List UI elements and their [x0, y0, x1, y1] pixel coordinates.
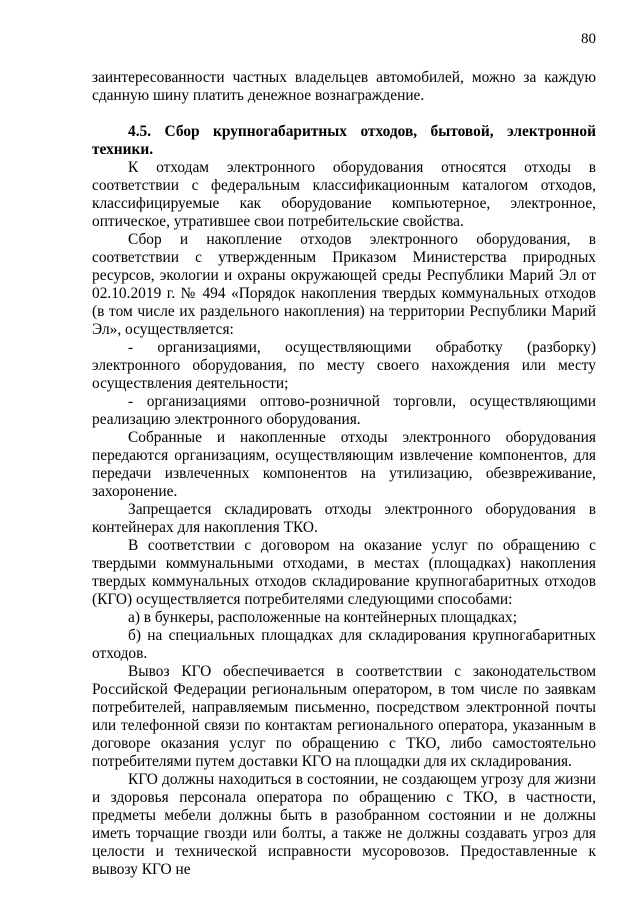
paragraph: Сбор и накопление отходов электронного оборудования, в соответствии с утвержденным Приказом Министерства природных ресурсов, экологии и охраны окружающей среды Республики Марий Эл от 02.10.2019 г. № 494 «Порядок накопления твердых коммунальных отходов (в том числе их раздельного накопления) на территории Республики Марий Эл», осуществляется:	[92, 231, 596, 338]
paragraph: К отходам электронного оборудования относятся отходы в соответствии с федеральным классификационным каталогом отходов, классифицируемые как оборудование компьютерное, электронное, оптическое, утратившее свои потребительские свойства.	[92, 159, 596, 230]
paragraph: Запрещается складировать отходы электронного оборудования в контейнерах для накопления ТКО.	[92, 501, 596, 536]
paragraph: КГО должны находиться в состоянии, не создающем угрозу для жизни и здоровья персонала оператора по обращению с ТКО, в частности, предметы мебели должны быть в разобранном состоянии и не должны иметь торчащие гвозди или болты, а также не должны создавать угроз для целости и технической исправности мусоровозов. Предоставленные к вывозу КГО не	[92, 771, 596, 878]
list-item-dash: - организациями оптово-розничной торговли, осуществляющими реализацию электронного оборудования.	[92, 393, 596, 428]
paragraph: В соответствии с договором на оказание услуг по обращению с твердыми коммунальными отходами, в местах (площадках) накопления твердых коммунальных отходов складирование крупногабаритных отходов (КГО) осуществляется потребителями следующими способами:	[92, 537, 596, 608]
document-body	[92, 69, 596, 879]
paragraph-spacer	[92, 105, 596, 123]
list-item-lettered: а) в бункеры, расположенные на контейнерных площадках;	[128, 609, 517, 626]
paragraph: Собранные и накопленные отходы электронного оборудования передаются организациям, осуществляющим извлечение компонентов, для передачи извлеченных компонентов на утилизацию, обезвреживание, захоронение.	[92, 429, 596, 500]
list-item-dash: - организациями, осуществляющими обработку (разборку) электронного оборудования, по месту своего нахождения или месту осуществления деятельности;	[92, 339, 596, 392]
list-item-lettered: б) на специальных площадках для складирования крупногабаритных отходов.	[92, 627, 596, 662]
paragraph-continuation: заинтересованности частных владельцев автомобилей, можно за каждую сданную шину платить денежное вознаграждение.	[92, 69, 596, 104]
paragraph: Вывоз КГО обеспечивается в соответствии с законодательством Российской Федерации региональным оператором, в том числе по заявкам потребителей, направляемым письменно, посредством электронной почты или телефонной связи по контактам регионального оператора, указанным в договоре оказания услуг по обращению с ТКО, либо самостоятельно потребителями путем доставки КГО на площадки для их складирования.	[92, 663, 596, 770]
page-number: 80	[581, 31, 596, 47]
section-heading: 4.5. Сбор крупногабаритных отходов, бытовой, электронной техники.	[92, 123, 596, 158]
